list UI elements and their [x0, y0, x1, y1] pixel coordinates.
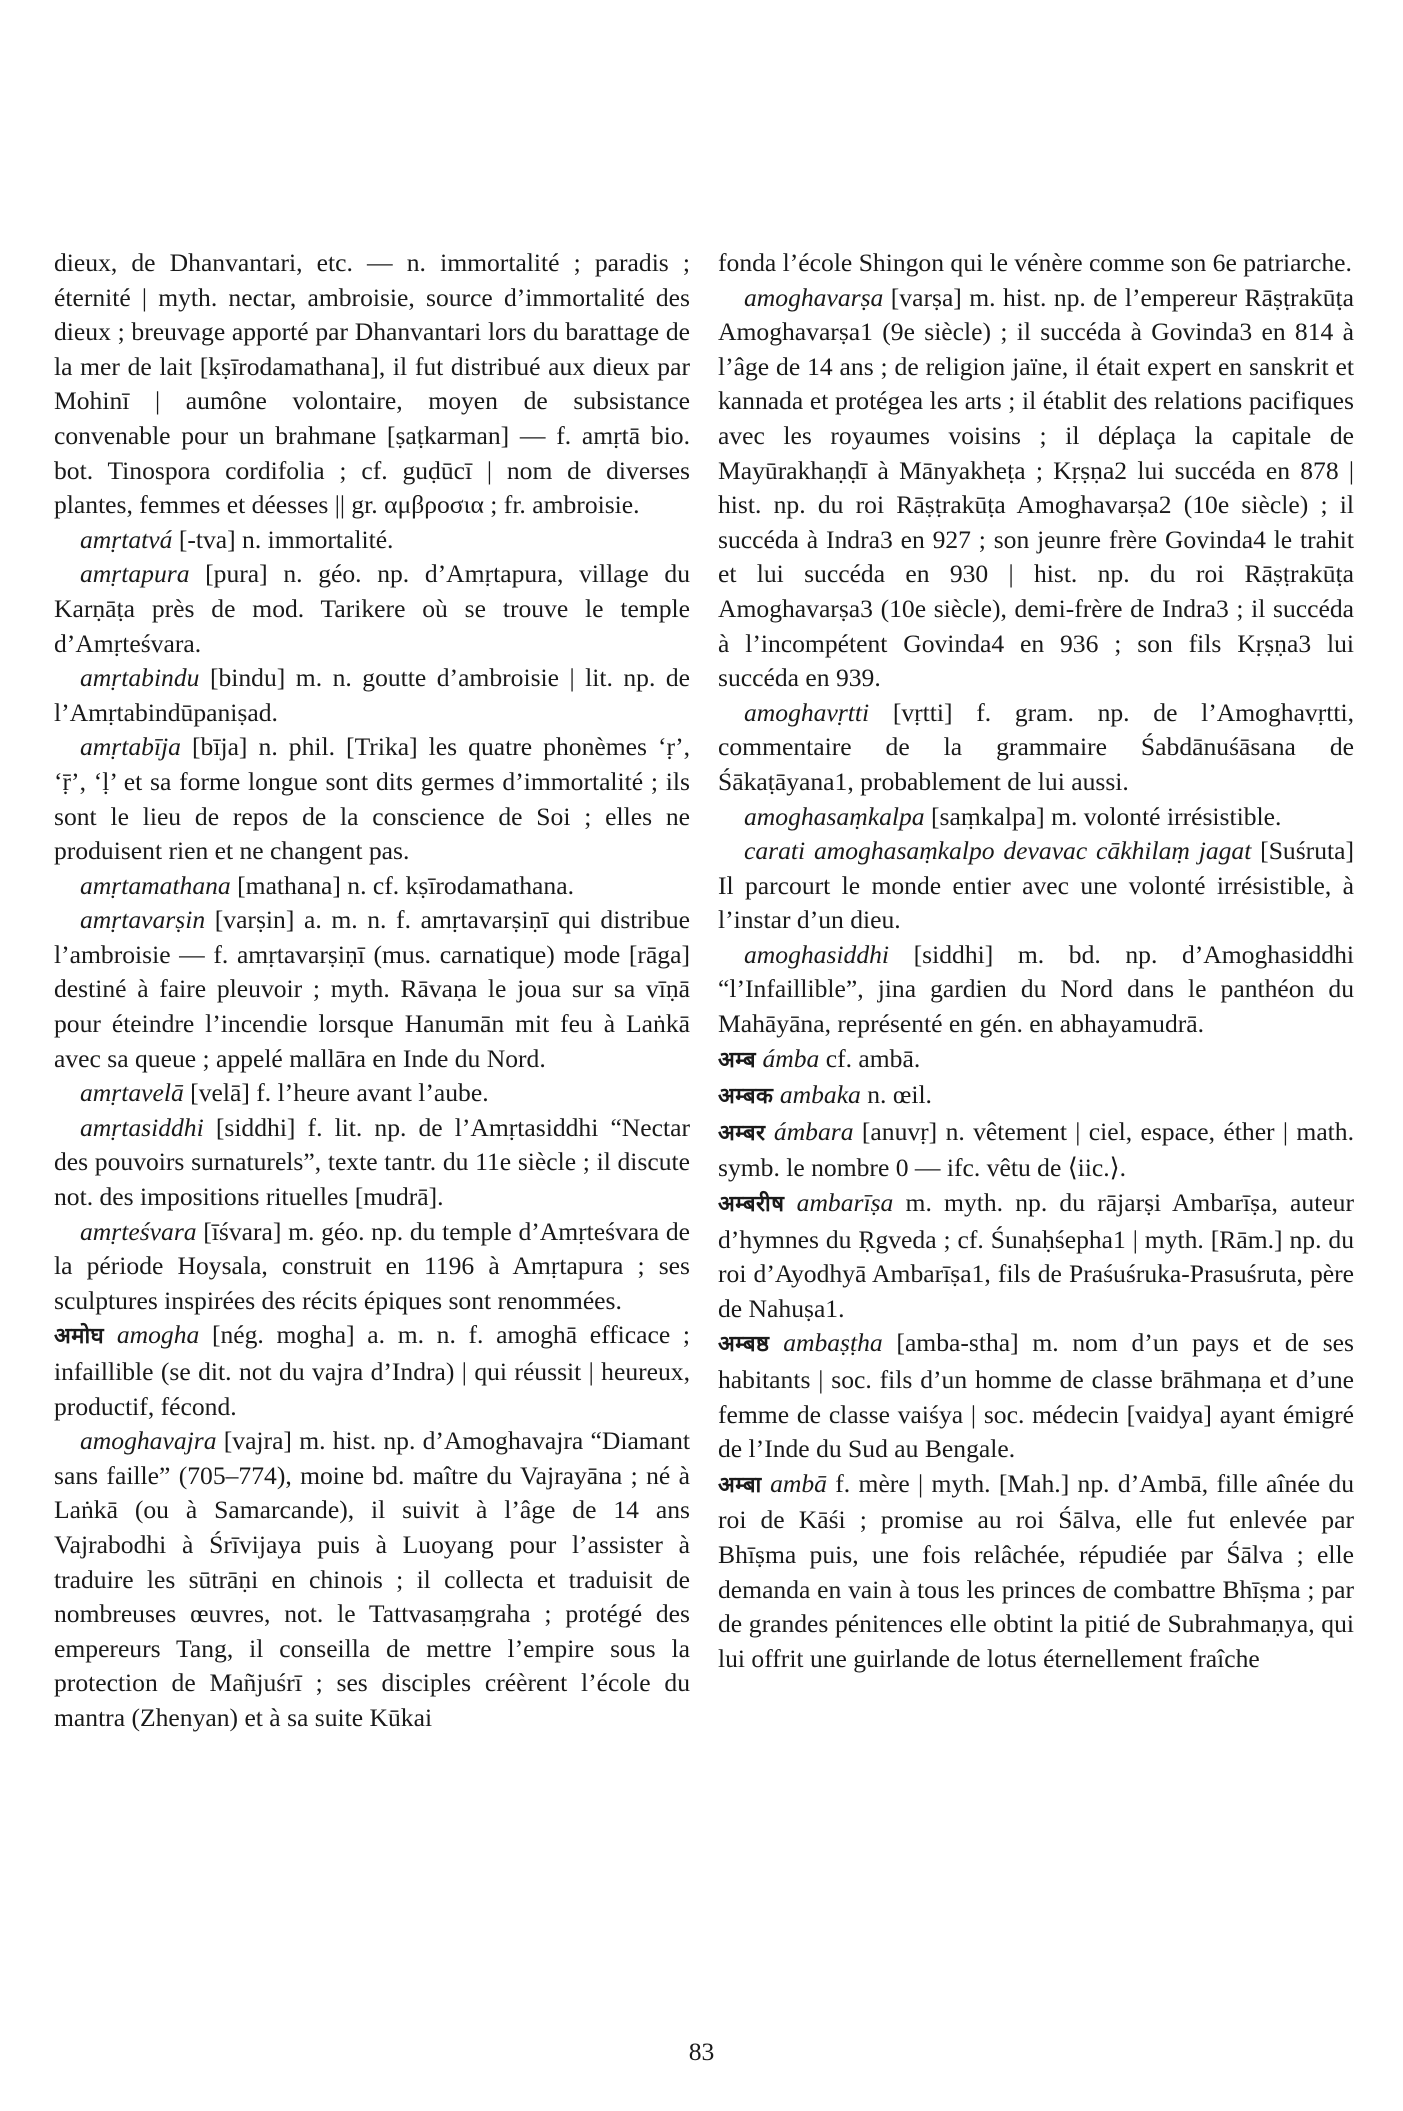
dictionary-entry	[718, 834, 1354, 938]
entry-text: n. œil.	[860, 1080, 932, 1110]
dictionary-entry	[54, 1215, 690, 1319]
entry-text: [varṣin] a. m. n. f. amṛtavarṣiṇī qui distribue l’ambroisie — f. amṛtavarṣiṇī (mus. carnatique) mode [rāga] destiné à faire pleuvoir ; myth. Rāvaṇa le joua sur sa vīṇā pour éteindre l’incendie lorsque Hanumān mit feu à Laṅkā avec sa queue ; appelé mallāra en Inde du Nord.	[54, 905, 690, 1073]
entry-text: [pura] n. géo. np. d’Amṛtapura, village du Karṇāṭa près de mod. Tarikere où se trouve le temple d’Amṛteśvara.	[54, 559, 690, 658]
entry-text: [mathana] n. cf. kṣīrodamathana.	[230, 870, 574, 900]
dictionary-entry	[718, 1467, 1354, 1677]
headword: ámbara	[773, 1116, 854, 1146]
entry-text: [varṣa] m. hist. np. de l’empereur Rāṣṭrakūṭa Amoghavarṣa1 (9e siècle) ; il succéda à Govinda3 en 814 à l’âge de 14 ans ; de religion jaïne, il était expert en sanskrit et kannada et protégea les arts ; il établit des relations pacifiques avec les royaumes voisins ; il déplaça la capitale de Mayūrakhaṇḍī à Mānyakheṭa ; Kṛṣṇa2 lui succéda en 878 | hist. np. du roi Rāṣṭrakūṭa Amoghavarṣa2 (10e siècle) ; il succéda à Indra3 en 927 ; son jeunre frère Govinda4 le trahit et lui succéda en 930 | hist. np. du roi Rāṣṭrakūṭa Amoghavarṣa3 (10e siècle), demi-frère de Indra3 ; il succéda à l’incompétent Govinda4 en 936 ; son fils Kṛṣṇa3 lui succéda en 939.	[718, 282, 1354, 693]
dictionary-entry	[54, 1318, 690, 1424]
dictionary-entry	[54, 869, 690, 904]
headword: ámba	[762, 1043, 820, 1073]
headword: ambā	[770, 1468, 827, 1498]
entry-text: [velā] f. l’heure avant l’aube.	[183, 1078, 489, 1108]
dictionary-entry	[54, 246, 690, 523]
dictionary-entry	[54, 661, 690, 730]
devanagari-headword: अम्बष्ठ	[718, 1332, 770, 1358]
headword: amṛtabīja	[80, 732, 181, 762]
entry-text: [-tva] n. immortalité.	[172, 524, 394, 554]
entry-text: fonda l’école Shingon qui le vénère comme son 6e patriarche.	[718, 248, 1352, 277]
entry-text: [Suśruta] Il parcourt le monde entier avec une volonté irrésistible, à l’instar d’un dieu.	[718, 836, 1354, 935]
dictionary-entry	[54, 730, 690, 868]
entry-text: [īśvara] m. géo. np. du temple d’Amṛteśvara de la période Hoysala, construit en 1196 à Amṛtapura ; ses sculptures inspirées des récits épiques sont renommées.	[54, 1216, 690, 1315]
dictionary-entry	[718, 696, 1354, 800]
entry-text: [siddhi] f. lit. np. de l’Amṛtasiddhi “Nectar des pouvoirs surnaturels”, texte tantr. du 11e siècle ; il discute not. des impositions rituelles [mudrā].	[54, 1112, 690, 1212]
dictionary-entry	[54, 1076, 690, 1111]
headword: amoghavṛtti	[744, 697, 870, 727]
dictionary-entry	[718, 800, 1354, 835]
dictionary-entry	[718, 281, 1354, 696]
entry-text: [saṃkalpa] m. volonté irrésistible.	[924, 801, 1282, 831]
entry-text: m. myth. np. du rājarṣi Ambarīṣa, auteur d’hymnes du Ṛgveda ; cf. Śunaḥśepha1 | myth. [Rām.] np. du roi d’Ayodhyā Ambarīṣa1, fils de Praśuśruka-Prasuśruta, père de Nahuṣa1.	[718, 1188, 1354, 1323]
devanagari-headword: अमोघ	[54, 1324, 105, 1350]
entry-text: [bindu] m. n. goutte d’ambroisie | lit. np. de l’Amṛtabindūpaniṣad.	[54, 663, 690, 727]
entry-text: [nég. mogha] a. m. n. f. amoghā efficace ; infaillible (se dit. not du vajra d’Indra) | qui réussit | heureux, productif, fécond.	[54, 1320, 690, 1421]
devanagari-headword: अम्ब	[718, 1047, 757, 1073]
headword: amṛtavarṣin	[80, 905, 206, 935]
headword: amṛtatvá	[80, 524, 173, 554]
headword: amṛtamathana	[80, 870, 231, 900]
right-column	[718, 246, 1354, 1676]
headword: amṛtasiddhi	[80, 1112, 204, 1142]
entry-text: [anuvṛ] n. vêtement | ciel, espace, éther | math. symb. le nombre 0 — ifc. vêtu de ⟨iic.⟩.	[718, 1116, 1354, 1183]
headword: amoghasiddhi	[744, 939, 890, 969]
dictionary-entry	[54, 523, 690, 558]
entry-text: dieux, de Dhanvantari, etc. — n. immortalité ; paradis ; éternité | myth. nectar, ambroisie, source d’immortalité des dieux ; breuvage apporté par Dhanvantari lors du barattage de la mer de lait [kṣīrodamathana], il fut distribué aux dieux par Mohinī | aumône volontaire, moyen de subsistance convenable pour un brahmane [ṣaṭkarman] — f. amṛtā bio. bot. Tinospora cordifolia ; cf. guḍūcī | nom de diverses plantes, femmes et déesses || gr. αμβροσια ; fr. ambroisie.	[54, 248, 690, 520]
left-column	[54, 246, 690, 1736]
headword: amṛtapura	[80, 559, 190, 589]
headword: amṛtabindu	[80, 663, 200, 693]
entry-text: f. mère | myth. [Mah.] np. d’Ambā, fille aînée du roi de Kāśi ; promise au roi Śālva, elle fut enlevée par Bhīṣma puis, une fois relâchée, répudiée par Śālva ; elle demanda en vain à tous les princes de combattre Bhīṣma ; par de grandes pénitences elle obtint la pitié de Subrahmaṇya, qui lui offrit une guirlande de lotus éternellement fraîche	[718, 1468, 1354, 1673]
headword: amṛteśvara	[80, 1216, 197, 1246]
dictionary-entry	[718, 1326, 1354, 1466]
headword: amoghavajra	[80, 1426, 217, 1456]
devanagari-headword: अम्बक	[718, 1084, 774, 1110]
headword: ambaka	[779, 1080, 861, 1110]
headword: ambarīṣa	[796, 1188, 894, 1218]
dictionary-entry	[54, 1111, 690, 1215]
entry-text: [vajra] m. hist. np. d’Amoghavajra “Diamant sans faille” (705–774), moine bd. maître du Vajrayāna ; né à Laṅkā (ou à Samarcande), il suivit à l’âge de 14 ans Vajrabodhi à Śrīvijaya puis à Luoyang pour l’assister à traduire les sūtrāṇi en chinois ; il collecta et traduisit de nombreuses œuvres, not. le Tattvasaṃgraha ; protégé des empereurs Tang, il conseilla de mettre l’empire sous la protection de Mañjuśrī ; ses disciples créèrent l’école du mantra (Zhenyan) et à sa suite Kūkai	[54, 1426, 690, 1732]
entry-text: [bīja] n. phil. [Trika] les quatre phonèmes ‘ṛ’, ‘ṝ’, ‘ḷ’ et sa forme longue sont dits germes d’immortalité ; ils sont le lieu de repos de la conscience de Soi ; elles ne produisent rien et ne changent pas.	[54, 732, 690, 866]
entry-text: [vṛtti] f. gram. np. de l’Amoghavṛtti, commentaire de la grammaire Śabdānuśāsana de Śākaṭāyana1, probablement de lui aussi.	[718, 697, 1354, 796]
dictionary-entry	[54, 1424, 690, 1735]
dictionary-entry	[718, 1042, 1354, 1079]
headword: amoghasaṃkalpa	[744, 801, 925, 831]
dictionary-entry	[718, 246, 1354, 281]
headword: carati amoghasaṃkalpo devavac cākhilaṃ jagat	[744, 836, 1252, 866]
entry-text: [siddhi] m. bd. np. d’Amoghasiddhi “l’Infaillible”, jina gardien du Nord dans le panthéon du Mahāyāna, représenté en gén. en abhayamudrā.	[718, 939, 1354, 1039]
dictionary-entry	[718, 1115, 1354, 1186]
page-number: 83	[688, 2037, 715, 2066]
entry-text: cf. ambā.	[819, 1043, 921, 1073]
dictionary-entry	[718, 1078, 1354, 1115]
dictionary-entry	[718, 1186, 1354, 1326]
devanagari-headword: अम्बरीष	[718, 1192, 785, 1218]
headword: amogha	[116, 1320, 200, 1350]
entry-text: [amba-stha] m. nom d’un pays et de ses habitants | soc. fils d’un homme de classe brāhmaṇa et d’une femme de classe vaiśya | soc. médecin [vaidya] ayant émigré de l’Inde du Sud au Bengale.	[718, 1328, 1355, 1464]
headword: amoghavarṣa	[744, 282, 884, 312]
dictionary-entry	[54, 903, 690, 1076]
devanagari-headword: अम्बर	[718, 1120, 766, 1146]
dictionary-entry	[54, 557, 690, 661]
devanagari-headword: अम्बा	[718, 1472, 762, 1498]
headword: amṛtavelā	[80, 1078, 184, 1108]
headword: ambaṣṭha	[783, 1328, 883, 1358]
dictionary-entry	[718, 938, 1354, 1042]
